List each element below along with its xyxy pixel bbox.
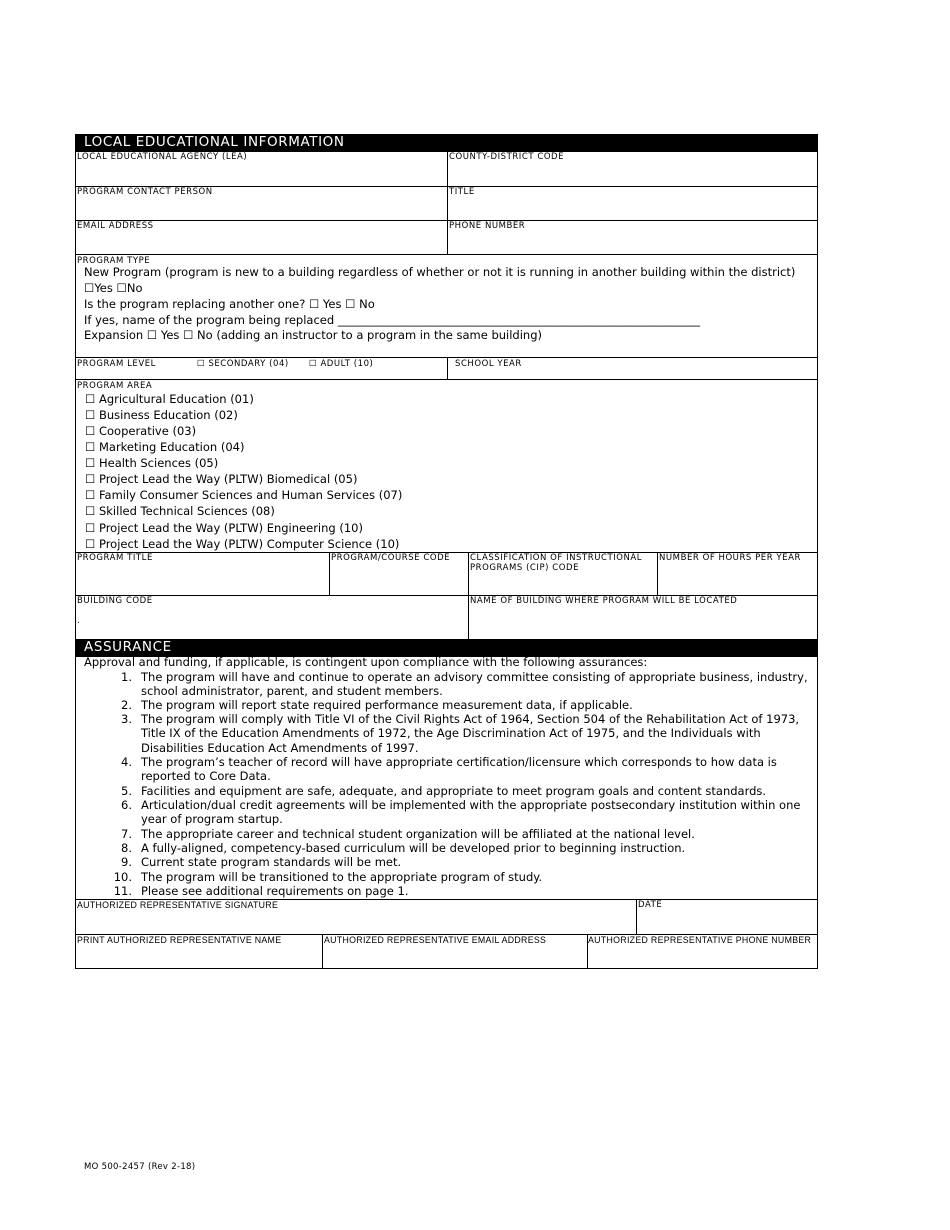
program-title-label: PROGRAM TITLE [77,553,153,563]
program-title-field[interactable] [75,552,330,596]
lea-label: LOCAL EDUCATIONAL AGENCY (LEA) [77,152,248,162]
building-name-label: NAME OF BUILDING WHERE PROGRAM WILL BE LOCATED [470,596,738,606]
program-area-section [75,379,818,553]
phone-number-label: PHONE NUMBER [449,221,526,231]
assurance-number: 8. [121,841,132,855]
program-type-section [75,254,818,358]
form-number: MO 500-2457 (Rev 2-18) [84,1162,196,1172]
county-district-code-label: COUNTY-DISTRICT CODE [449,152,565,162]
hours-per-year-label: NUMBER OF HOURS PER YEAR [659,553,801,563]
expansion-note: (adding an instructor to a program in the same building) [216,328,542,342]
program-area-item[interactable]: ☐ Agricultural Education (01) [85,392,254,406]
assurance-item: The program will have and continue to operate an advisory committee consisting of appropriate business, industry, school administrator, parent, and student members. [141,670,808,699]
new-program-yes-checkbox[interactable]: ☐Yes [84,281,113,295]
assurance-intro: Approval and funding, if applicable, is contingent upon compliance with the following assurances: [84,655,648,669]
replacing-question-text: Is the program replacing another one? [84,297,306,311]
title-label: TITLE [449,187,475,197]
program-type-label: PROGRAM TYPE [77,256,151,266]
representative-email-label: AUTHORIZED REPRESENTATIVE EMAIL ADDRESS [324,935,547,945]
representative-email-field[interactable] [322,934,588,969]
replaced-program-name-line[interactable]: If yes, name of the program being replaced _______________________________________________________________ [84,313,701,327]
section-header-local-educational-information [75,134,818,152]
program-area-item[interactable]: ☐ Business Education (02) [85,408,238,422]
expansion-row [84,327,542,343]
section-title: LOCAL EDUCATIONAL INFORMATION [84,134,345,150]
replacing-no-checkbox[interactable]: ☐ No [345,297,375,311]
program-level-field [75,357,448,380]
representative-phone-field[interactable] [587,934,818,969]
hours-per-year-field[interactable] [657,552,818,596]
secondary-checkbox[interactable]: ☐ SECONDARY (04) [197,359,289,369]
new-program-no-checkbox[interactable]: ☐No [116,281,143,295]
email-address-field[interactable] [75,220,448,255]
assurance-item: The program will be transitioned to the appropriate program of study. [141,870,543,884]
building-code-value: . [77,616,81,626]
program-area-item[interactable]: ☐ Project Lead the Way (PLTW) Biomedical (05) [85,472,358,486]
assurance-item: The program’s teacher of record will have appropriate certification/licensure which corresponds to how data is reported to Core Data. [141,755,777,784]
adult-checkbox[interactable]: ☐ ADULT (10) [309,359,374,369]
assurance-number: 2. [121,698,132,712]
title-field[interactable] [447,186,818,221]
expansion-no-checkbox[interactable]: ☐ No [183,328,213,342]
assurance-item: The appropriate career and technical student organization will be affiliated at the national level. [141,827,695,841]
contact-person-label: PROGRAM CONTACT PERSON [77,187,213,197]
assurance-number: 7. [121,827,132,841]
assurance-section [75,656,818,900]
building-code-field[interactable] [75,595,469,640]
signature-label: AUTHORIZED REPRESENTATIVE SIGNATURE [77,900,279,910]
assurance-item: Facilities and equipment are safe, adequate, and appropriate to meet program goals and content standards. [141,784,767,798]
date-field[interactable] [636,899,818,935]
program-level-label: PROGRAM LEVEL [77,359,156,369]
print-name-field[interactable] [75,934,323,969]
assurance-number: 4. [121,755,132,769]
building-name-field[interactable] [468,595,818,640]
program-area-item[interactable]: ☐ Health Sciences (05) [85,456,219,470]
program-area-label: PROGRAM AREA [77,381,153,391]
representative-phone-label: AUTHORIZED REPRESENTATIVE PHONE NUMBER [588,935,812,945]
county-district-code-field[interactable] [447,151,818,187]
cip-code-label: CLASSIFICATION OF INSTRUCTIONAL PROGRAMS (CIP) CODE [470,553,643,573]
section-title: ASSURANCE [84,639,172,655]
new-program-options [84,280,143,296]
building-code-label: BUILDING CODE [77,596,153,606]
lea-field[interactable] [75,151,448,187]
phone-number-field[interactable] [447,220,818,255]
course-code-label: PROGRAM/COURSE CODE [331,553,451,563]
assurance-item: The program will comply with Title VI of the Civil Rights Act of 1964, Section 504 of the Rehabilitation Act of 1973, Title IX of the Education Amendments of 1972, the Age Discrimination Act of 1975, and the Individuals with Disabilities Education Act Amendments of 1997. [141,712,800,755]
cip-code-field[interactable] [468,552,658,596]
assurance-item: Current state program standards will be met. [141,855,402,869]
assurance-number: 10. [113,870,132,884]
print-name-label: PRINT AUTHORIZED REPRESENTATIVE NAME [77,935,282,945]
program-area-item[interactable]: ☐ Family Consumer Sciences and Human Services (07) [85,488,403,502]
assurance-item: A fully-aligned, competency-based curriculum will be developed prior to beginning instruction. [141,841,686,855]
course-code-field[interactable] [329,552,469,596]
assurance-number: 3. [121,712,132,726]
assurance-item: Please see additional requirements on page 1. [141,884,409,898]
assurance-number: 6. [121,798,132,812]
school-year-field[interactable] [447,357,818,380]
replacing-yes-checkbox[interactable]: ☐ Yes [308,297,342,311]
assurance-number: 1. [121,670,132,684]
program-area-item[interactable]: ☐ Marketing Education (04) [85,440,245,454]
assurance-number: 5. [121,784,132,798]
program-area-item[interactable]: ☐ Skilled Technical Sciences (08) [85,504,275,518]
signature-field[interactable] [75,899,637,935]
replacing-question-row [84,296,375,312]
assurance-item: The program will report state required performance measurement data, if applicable. [141,698,633,712]
program-area-item[interactable]: ☐ Project Lead the Way (PLTW) Computer Science (10) [85,537,400,551]
assurance-item: Articulation/dual credit agreements will be implemented with the appropriate postsecondary institution within one year of program startup. [141,798,801,827]
school-year-label: SCHOOL YEAR [455,359,522,369]
date-label: DATE [638,900,663,910]
assurance-number: 11. [113,884,132,898]
new-program-text: New Program (program is new to a building regardless of whether or not it is running in another building within the district) [84,265,796,279]
expansion-yes-checkbox[interactable]: ☐ Yes [146,328,180,342]
program-area-item[interactable]: ☐ Cooperative (03) [85,424,197,438]
program-area-item[interactable]: ☐ Project Lead the Way (PLTW) Engineering (10) [85,521,363,535]
assurance-number: 9. [121,855,132,869]
contact-person-field[interactable] [75,186,448,221]
email-address-label: EMAIL ADDRESS [77,221,154,231]
expansion-text: Expansion [84,328,144,342]
